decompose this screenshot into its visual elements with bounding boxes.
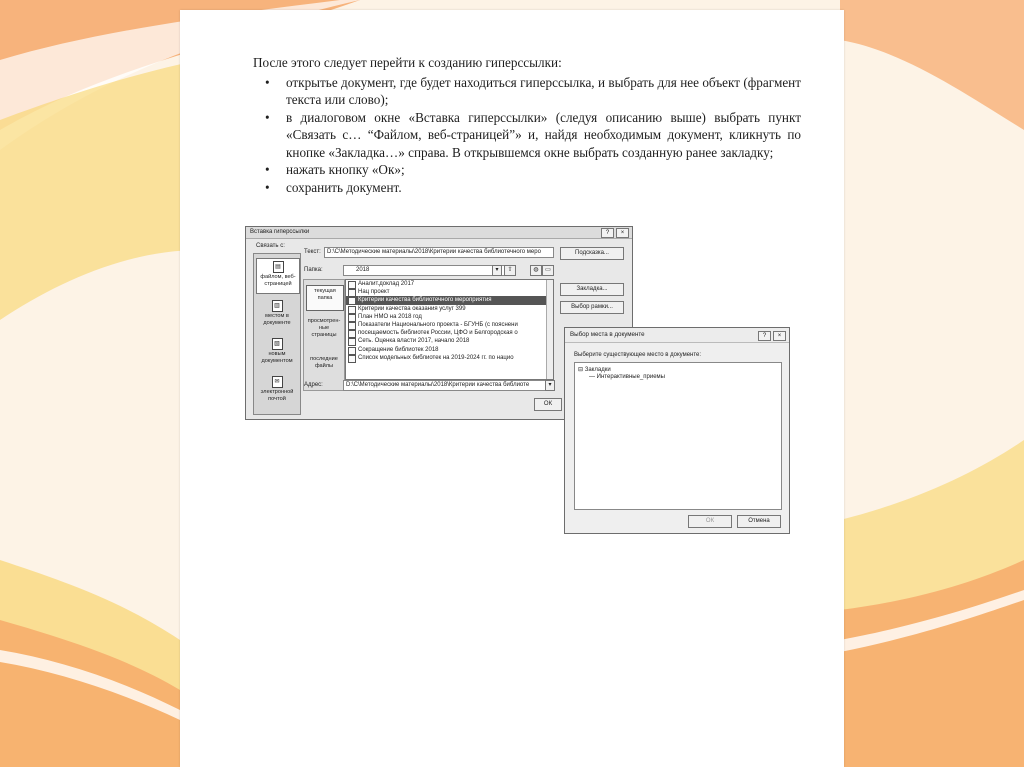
file-icon: ▤ [273,261,284,273]
current-folder-tab[interactable]: текущая папка [306,285,344,311]
text-input[interactable]: D:\С\Методические материалы\2018\Критерии качества библиотечного меро [324,247,554,258]
intro-paragraph: После этого следует перейти к созданию гиперссылки: [253,55,562,70]
link-to-file-label: файлом, веб-страницей [260,274,296,287]
file-name: План НМО на 2018 год [358,313,422,320]
doc-place-icon: ▥ [272,300,283,312]
address-input[interactable]: D:\С\Методические материалы\2018\Критерии качества библиоте [343,380,547,391]
tooltip-button[interactable]: Подсказка... [560,247,624,260]
file-name: Нац проект [358,289,390,296]
list-item[interactable] [346,280,553,288]
bookmark-tree [574,362,782,510]
file-name: Аналит.доклад 2017 [358,281,415,287]
link-to-new-doc[interactable] [256,336,298,370]
folder-select[interactable] [343,265,505,276]
browse-side-panel [303,279,345,391]
folder-dropdown-button[interactable] [492,265,502,276]
folder-value: 2018 [356,267,370,273]
link-to-place-label: местом в документе [263,313,291,326]
list-item-selected[interactable] [346,296,553,304]
ok-button[interactable]: ОК [688,515,732,528]
globe-icon: ◍ [533,267,539,273]
bookmark-button[interactable]: Закладка... [560,283,624,296]
tree-item-label: Интерактивные_приемы [596,374,665,380]
folder-up-icon: ⇧ [507,267,513,273]
link-to-place[interactable] [256,298,298,330]
link-to-new-doc-label: новым документом [261,351,293,364]
browse-web-button[interactable] [530,265,542,276]
link-to-label: Связать с: [256,243,285,249]
link-to-panel [253,253,301,415]
list-item: • сохранить документ. [253,179,801,197]
list-item[interactable] [346,329,553,337]
link-to-email-label: электронной почтой [260,389,294,402]
text-label: Текст: [304,249,321,255]
list-item: • нажать кнопку «Ок»; [253,161,801,179]
ok-button[interactable]: ОК [534,398,562,411]
select-place-dialog [564,327,790,534]
chevron-down-icon: ▾ [548,382,552,388]
file-name: Критерии качества оказания услуг 399 [358,305,466,312]
file-name: Список модельных библиотек на 2019-2024 гг. по нацио [358,354,514,361]
new-doc-icon: ▧ [272,338,283,350]
collapse-icon: ⊟ [578,367,584,373]
list-item[interactable] [346,288,553,296]
file-name: Критерии качества библиотечного мероприятия [358,297,492,304]
close-button[interactable]: × [616,228,629,238]
file-name: Показатели Национального проекта - БГУНБ (с пояснени [358,321,518,328]
dialog-title: Выбор места в документе [570,331,645,338]
document-icon [348,355,356,363]
file-list [345,279,554,380]
link-to-email[interactable] [256,374,298,408]
close-button[interactable]: × [773,331,786,341]
dialog-titlebar [246,227,632,239]
folder-icon: ▭ [545,267,551,273]
tree-root-label: Закладки [584,367,611,373]
file-name: Сеть. Оценка власти 2017, начало 2018 [358,338,470,345]
folder-up-button[interactable] [504,265,516,276]
email-icon: ✉ [272,376,283,388]
instruction-list [253,74,801,197]
list-item: • открытье документ, где будет находиться гиперссылка, и выбрать для нее объект (фрагмент текста или слово); [253,74,801,109]
document-text [253,54,801,196]
file-name: посещаемость библиотек России, ЦФО и Белгородская о [358,330,518,337]
address-label: Адрес: [304,382,323,388]
dialog-title: Вставка гиперссылки [250,229,310,235]
list-item[interactable] [346,305,553,313]
dialog-titlebar [565,328,789,343]
folder-label: Папка: [304,267,323,273]
cancel-button[interactable]: Отмена [737,515,781,528]
list-item[interactable] [346,346,553,354]
tree-item-bookmark[interactable] [589,374,665,380]
list-item[interactable] [346,313,553,321]
browse-file-button[interactable] [542,265,554,276]
link-to-file[interactable] [256,258,300,294]
list-item: • в диалоговом окне «Вставка гиперссылки» (следуя описанию выше) выбрать пункт «Связать с… “Файлом, веб-страницей”» и, найдя необходимым документ, кликнуть по кнопке «Закладка…» справа. В открывшемся окне выбрать созданную ранее закладку; [253,109,801,162]
file-list-scrollbar[interactable] [546,280,553,379]
address-dropdown-button[interactable] [545,380,555,391]
target-frame-button[interactable]: Выбор рамки... [560,301,624,314]
recent-files-tab[interactable]: последние файлы [310,356,338,369]
list-item[interactable] [346,337,553,345]
tree-branch-icon: — [589,374,595,380]
help-button[interactable]: ? [758,331,771,341]
tree-root[interactable] [578,366,611,373]
browsed-pages-tab[interactable]: просмотрен-ные страницы [307,318,341,338]
list-item[interactable] [346,354,553,362]
help-button[interactable]: ? [601,228,614,238]
file-name: Сокращение библиотек 2018 [358,346,439,353]
list-item[interactable] [346,321,553,329]
place-prompt: Выберите существующее место в документе: [574,352,702,358]
chevron-down-icon: ▾ [495,267,499,273]
